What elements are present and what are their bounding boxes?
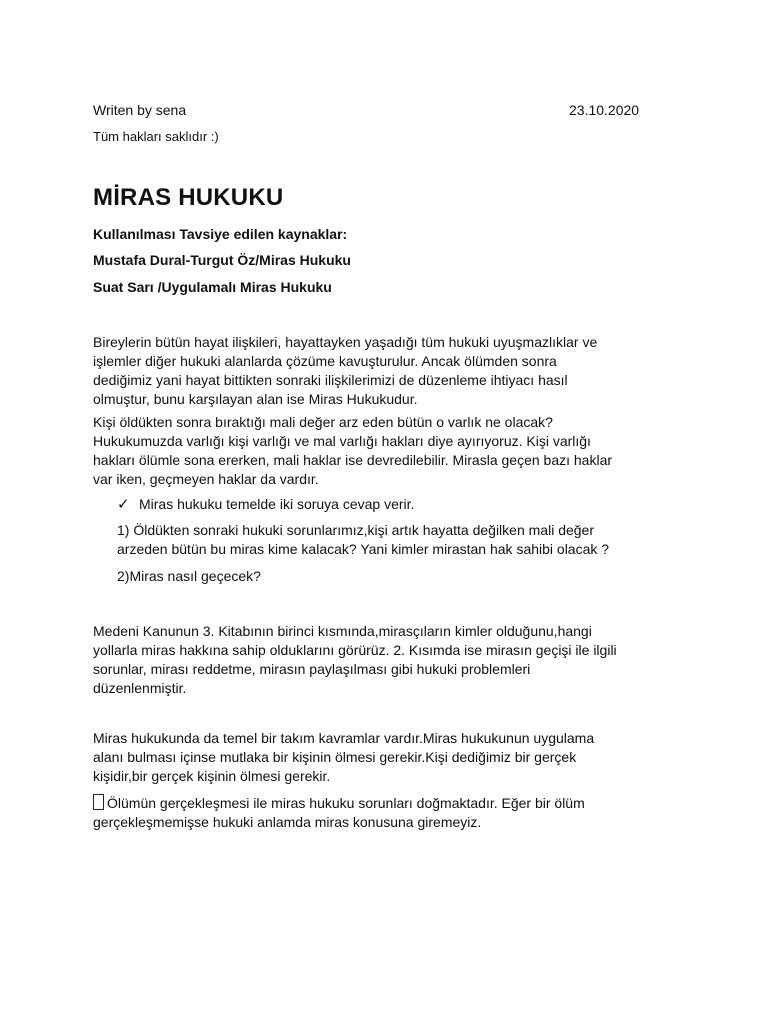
missing-glyph-icon — [93, 794, 104, 810]
paragraph-1 — [93, 333, 683, 409]
check-list-item — [117, 495, 414, 513]
question-1 — [117, 521, 677, 559]
paragraph-line: Hukukumuzda varlığı kişi varlığı ve mal varlığı hakları diye ayırıyoruz. Kişi varlığı — [93, 433, 591, 449]
paragraph-line: kişidir,bir gerçek kişinin ölmesi gerekir. — [93, 768, 331, 784]
rights-line: Tüm hakları saklıdır :) — [93, 129, 219, 144]
checkmark-icon: ✓ — [117, 496, 130, 513]
sources-heading: Kullanılması Tavsiye edilen kaynaklar: — [93, 226, 348, 242]
paragraph-line: Medeni Kanunun 3. Kitabının birinci kısmında,mirasçıların kimler olduğunu,hangi — [93, 623, 592, 639]
paragraph-line: düzenlenmiştir. — [93, 680, 187, 696]
source-item: Mustafa Dural-Turgut Öz/Miras Hukuku — [93, 252, 351, 268]
paragraph-line: gerçekleşmemişse hukuki anlamda miras konusuna giremeyiz. — [93, 814, 482, 830]
paragraph-3 — [93, 622, 683, 698]
question-2: 2)Miras nasıl geçecek? — [117, 568, 261, 584]
paragraph-line: olmuştur, bunu karşılayan alan ise Miras Hukukudur. — [93, 391, 418, 407]
author-line: Writen by sena — [93, 102, 187, 118]
paragraph-line: dediğimiz yani hayat bittikten sonraki ilişkilerimizi de düzenleme ihtiyacı hasıl — [93, 372, 568, 388]
paragraph-line: Miras hukukunda da temel bir takım kavramlar vardır.Miras hukukunun uygulama — [93, 730, 595, 746]
paragraph-line: var iken, geçmeyen haklar da vardır. — [93, 471, 319, 487]
source-item: Suat Sarı /Uygulamalı Miras Hukuku — [93, 279, 332, 295]
date-line: 23.10.2020 — [569, 102, 640, 118]
paragraph-line: yollarla miras hakkına sahip olduklarını görürüz. 2. Kısımda ise mirasın geçişi ile ilgili — [93, 642, 617, 658]
paragraph-4 — [93, 729, 683, 786]
paragraph-line: Kişi öldükten sonra bıraktığı mali değer arz eden bütün o varlık ne olacak? — [93, 414, 553, 430]
paragraph-line: sorunlar, mirası reddetme, mirasın paylaşılması gibi hukuki problemleri — [93, 661, 531, 677]
paragraph-2 — [93, 413, 683, 489]
document-title: MİRAS HUKUKU — [93, 184, 284, 211]
paragraph-line-text: Ölümün gerçekleşmesi ile miras hukuku sorunları doğmaktadır. Eğer bir ölüm — [107, 795, 585, 811]
paragraph-line — [93, 794, 683, 813]
paragraph-line: 1) Öldükten sonraki hukuki sorunlarımız,kişi artık hayatta değilken mali değer — [117, 522, 594, 538]
paragraph-line: Bireylerin bütün hayat ilişkileri, hayattayken yaşadığı tüm hukuki uyuşmazlıklar ve — [93, 334, 598, 350]
paragraph-line: hakları ölümle sona ererken, mali haklar ise devredilebilir. Mirasla geçen bazı haklar — [93, 452, 613, 468]
paragraph-5 — [93, 794, 683, 832]
check-item-text: Miras hukuku temelde iki soruya cevap verir. — [139, 496, 415, 512]
paragraph-line: alanı bulması içinse mutlaka bir kişinin ölmesi gerekir.Kişi dediğimiz bir gerçek — [93, 749, 577, 765]
paragraph-line: işlemler diğer hukuki alanlarda çözüme kavuşturulur. Ancak ölümden sonra — [93, 353, 557, 369]
paragraph-line: arzeden bütün bu miras kime kalacak? Yani kimler mirastan hak sahibi olacak ? — [117, 541, 610, 557]
